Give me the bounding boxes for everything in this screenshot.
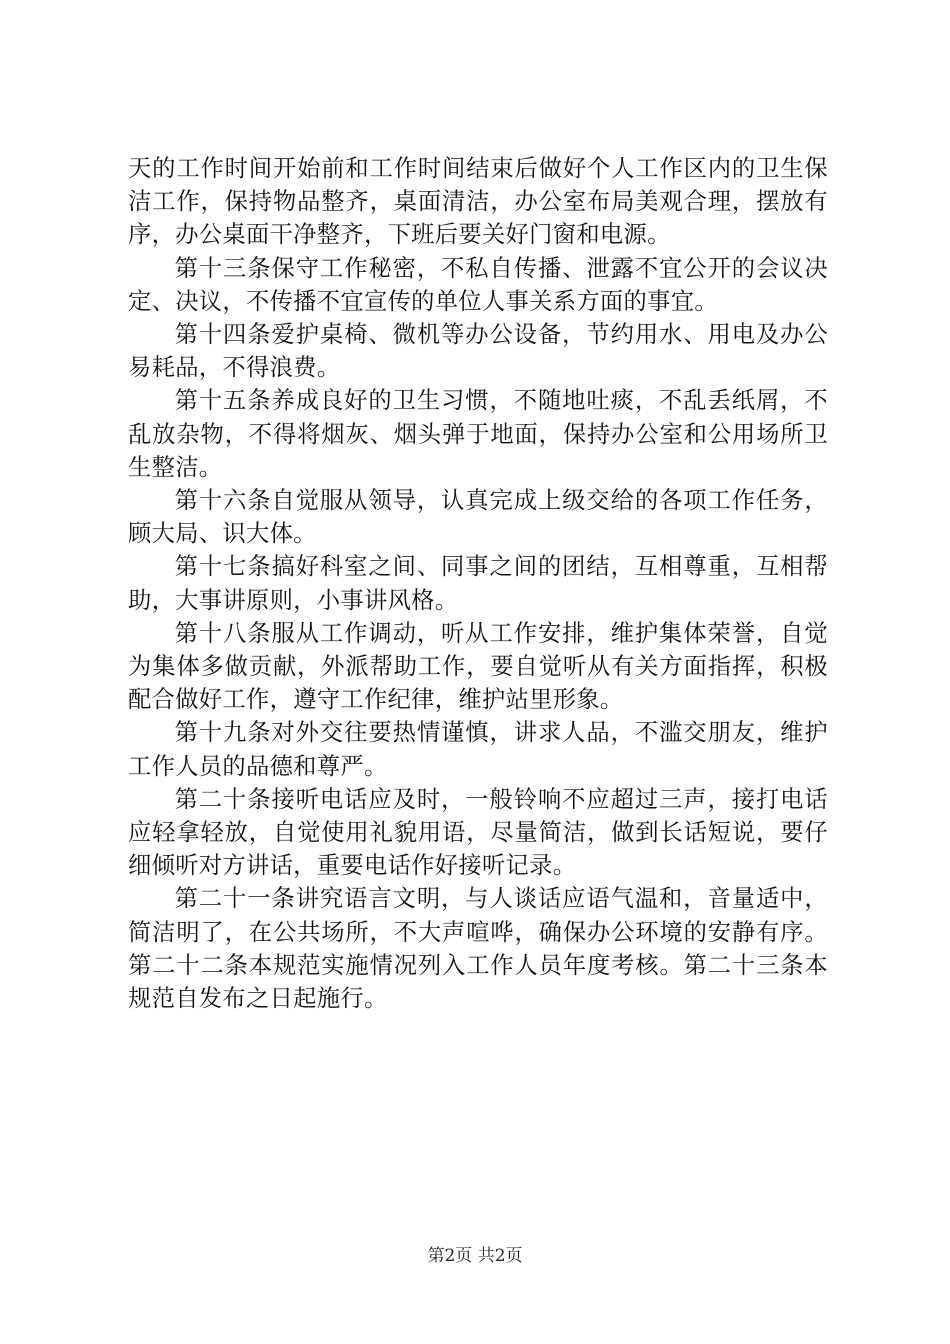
paragraph-article-16: 第十六条自觉服从领导，认真完成上级交给的各项工作任务，顾大局、识大体。 <box>128 487 828 548</box>
paragraph-article-14: 第十四条爱护桌椅、微机等办公设备，节约用水、用电及办公易耗品，不得浪费。 <box>128 321 828 382</box>
page-number: 第2页 共2页 <box>427 1246 523 1266</box>
paragraph-article-21-23: 第二十一条讲究语言文明，与人谈话应语气温和，音量适中，简洁明了，在公共场所，不大声喧哗，确保办公环境的安静有序。第二十二条本规范实施情况列入工作人员年度考核。第二十三条本规范自发布之日起施行。 <box>128 885 828 1013</box>
paragraph-article-17: 第十七条搞好科室之间、同事之间的团结，互相尊重，互相帮助，大事讲原则，小事讲风格。 <box>128 553 828 614</box>
paragraph-article-15: 第十五条养成良好的卫生习惯，不随地吐痰，不乱丢纸屑，不乱放杂物，不得将烟灰、烟头弹于地面，保持办公室和公用场所卫生整洁。 <box>128 387 828 481</box>
document-body <box>128 152 828 1015</box>
paragraph-article-18: 第十八条服从工作调动，听从工作安排，维护集体荣誉，自觉为集体多做贡献，外派帮助工作，要自觉听从有关方面指挥，积极配合做好工作，遵守工作纪律，维护站里形象。 <box>128 619 828 714</box>
page-footer <box>0 1245 950 1267</box>
paragraph-article-20: 第二十条接听电话应及时，一般铃响不应超过三声，接打电话应轻拿轻放，自觉使用礼貌用语，尽量简洁，做到长话短说，要仔细倾听对方讲话，重要电话作好接听记录。 <box>128 785 828 880</box>
paragraph-article-13: 第十三条保守工作秘密，不私自传播、泄露不宜公开的会议决定、决议，不传播不宜宣传的单位人事关系方面的事宜。 <box>128 254 828 315</box>
paragraph-continued: 天的工作时间开始前和工作时间结束后做好个人工作区内的卫生保洁工作，保持物品整齐，桌面清洁，办公室布局美观合理，摆放有序，办公桌面干净整齐，下班后要关好门窗和电源。 <box>128 155 828 249</box>
paragraph-article-19: 第十九条对外交往要热情谨慎，讲求人品，不滥交朋友，维护工作人员的品德和尊严。 <box>128 719 828 780</box>
